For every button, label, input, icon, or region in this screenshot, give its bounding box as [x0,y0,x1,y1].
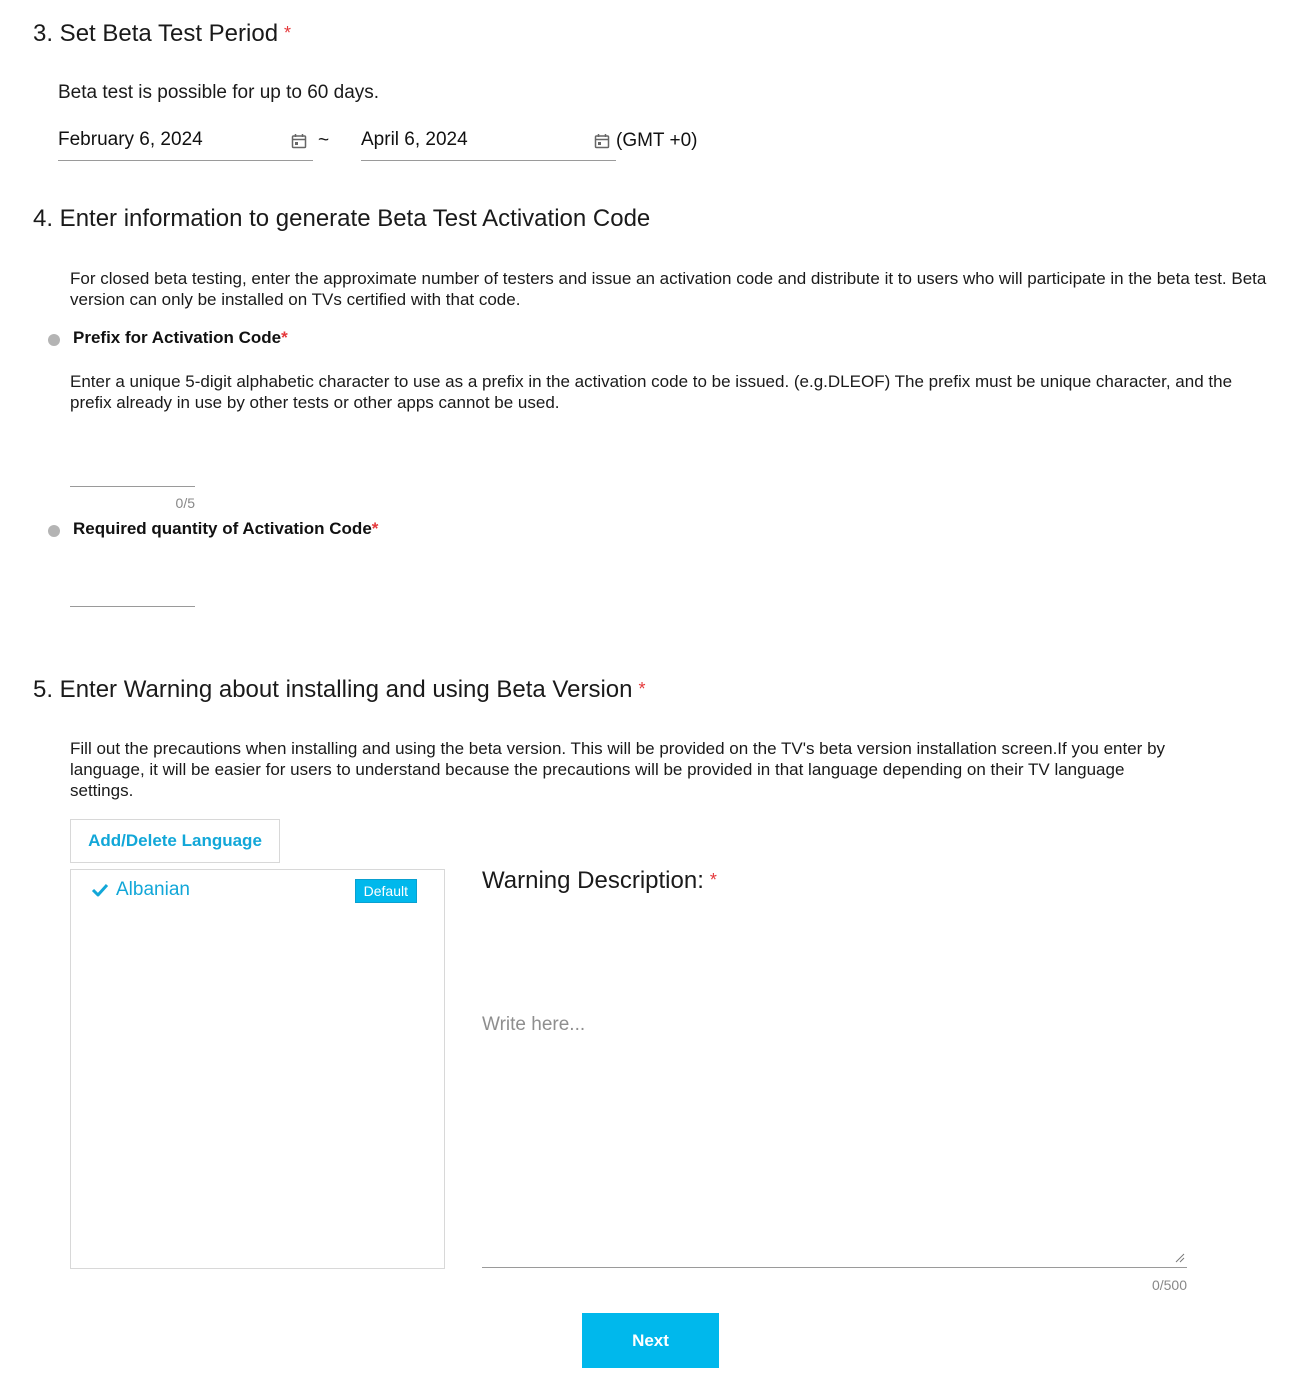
language-item-albanian[interactable] [91,879,190,901]
warning-placeholder: Write here... [482,1014,586,1035]
end-date-field[interactable] [361,125,616,161]
section5-title: 5. Enter Warning about installing and using Beta Version * [33,676,646,703]
warning-description-textarea[interactable] [482,1010,1187,1268]
bullet-icon [48,525,60,537]
prefix-input[interactable] [70,486,195,487]
required-mark: * [638,679,646,699]
default-badge: Default [355,879,417,903]
start-date-value: February 6, 2024 [58,129,203,150]
section3-title: 3. Set Beta Test Period * [33,20,292,47]
activation-code-description: For closed beta testing, enter the approximate number of testers and issue an activation code and distribute it to users who will participate in the beta test. Beta version can only be installed on TVs certified with that code. [70,269,1267,309]
end-date-value: April 6, 2024 [361,129,468,150]
warning-description-text: Fill out the precautions when installing and using the beta version. This will be provided on the TV's beta version installation screen.If you enter by language, it will be easier for users to understand because the precautions will be provided in that language depending on their TV language settings. [70,739,1166,800]
required-mark: * [371,519,379,538]
add-delete-language-button[interactable]: Add/Delete Language [70,819,280,863]
start-date-field[interactable] [58,125,313,161]
prefix-help-text: Enter a unique 5-digit alphabetic character to use as a prefix in the activation code to be issued. (e.g.DLEOF) The prefix must be unique character, and the prefix already in use by other tests or other apps cannot be used. [70,372,1233,412]
timezone-label: (GMT +0) [616,130,698,151]
calendar-icon[interactable] [291,133,307,149]
prefix-counter: 0/5 [175,495,195,511]
required-mark: * [284,23,292,43]
quantity-label: Required quantity of Activation Code* [73,519,379,538]
resize-handle-icon[interactable] [1175,1253,1185,1263]
language-list [70,869,445,1269]
warning-description-label: Warning Description: * [482,867,717,894]
language-name: Albanian [116,879,190,900]
next-button[interactable]: Next [582,1313,719,1368]
required-mark: * [281,328,288,347]
beta-period-info: Beta test is possible for up to 60 days. [58,82,380,103]
quantity-input[interactable] [70,606,195,607]
section4-title: 4. Enter information to generate Beta Test Activation Code [33,205,651,232]
prefix-label: Prefix for Activation Code* [73,328,288,347]
bullet-icon [48,334,60,346]
warning-counter: 0/500 [1151,1277,1187,1293]
required-mark: * [709,870,717,890]
check-icon [91,883,109,897]
calendar-icon[interactable] [594,133,610,149]
date-separator: ~ [318,130,330,151]
